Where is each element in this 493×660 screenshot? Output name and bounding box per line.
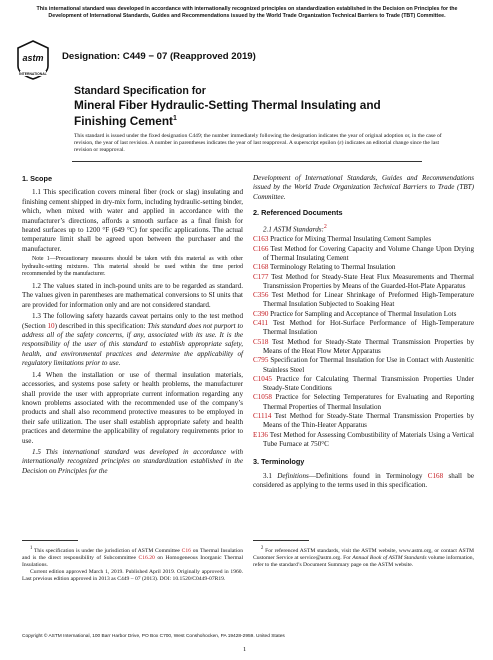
designation: Designation: C449 − 07 (Reapproved 2019): [62, 51, 256, 62]
reference-title: Terminology Relating to Thermal Insulation: [268, 263, 396, 272]
reference-item: [253, 291, 474, 310]
footnote-1-edition: Current edition approved March 1, 2019. Published April 2019. Originally approved in 1960. Last previous edition approved in 2013 as C449 – 07 (2013). DOI: 10.1520/C0449-07R19.: [22, 568, 243, 582]
reference-item: [253, 338, 474, 357]
reference-item: [253, 310, 474, 319]
para-1-2: 1.2 The values stated in inch-pound units are to be regarded as standard. The values given in parentheses are mathematical conversions to SI units that are provided for information only and are not considered standard.: [22, 282, 243, 309]
logo-wordmark: INTERNATIONAL: [19, 72, 47, 76]
reference-title: Test Method for Steady-State Thermal Transmission Properties by Means of the Heat Flow Meter Apparatus: [263, 337, 474, 355]
para-1-5: 1.5 This international standard was developed in accordance with internationally recognized principles on standardization established in the Decision on Principles for the: [22, 447, 243, 475]
para-1-5-continued: Development of International Standards, Guides and Recommendations issued by the World Trade Organization Technical Barriers to Trade (TBT) Committee.: [253, 174, 474, 201]
para-3-1: 3.1 Definitions—Definitions found in Terminology C168 shall be considered as applying to the terms used in this specification.: [253, 471, 475, 490]
footnote-1: $^1$ This specification is under the jurisdiction of ASTM Committee C16 on Thermal Insulation and is the direct responsibility of Subcommittee C16.20 on Homogeneous Inorganic Thermal Insulations. Current edition approved March 1, 2019. Published April 2019. Originally approved in 1960. Last previous edition approved in 2013 as C449 – 07 (2013). DOI: 10.1520/C0449-07R19.: [22, 546, 244, 582]
reference-title: Test Method for Linear Shrinkage of Preformed High-Temperature Thermal Insulation Subjected to Soaking Heat: [263, 291, 474, 309]
astm-standards-intro: 2.1 ASTM Standards:$^2$: [263, 223, 327, 233]
header-divider: [72, 161, 422, 162]
section-10-link[interactable]: 10: [47, 321, 55, 330]
reference-code-link[interactable]: C166: [253, 244, 269, 253]
footnote-2: $^2$ For referenced ASTM standards, visit the ASTM website, www.astm.org, or contact ASTM Customer Service at service@astm.org. For Annual Book of ASTM Standards volume information, refer to the standard’s Document Summary page on the ASTM website.: [253, 546, 474, 568]
reference-title: Practice for Calculating Thermal Transmission Properties Under Steady-State Conditions: [263, 374, 474, 393]
reference-item: [253, 245, 474, 264]
reference-item: [253, 431, 474, 450]
reference-item: [253, 393, 474, 412]
document-title: [74, 84, 434, 128]
reference-item: [253, 263, 474, 272]
title-footnote-mark[interactable]: 1: [172, 115, 177, 122]
standard-issuance-note: This standard is issued under the fixed designation C449; the number immediately following the designation indicates the year of original adoption or, in the case of revision, the year of last revision. A number in parentheses indicates the year of last reapproval. A superscript epsilon (ε) indicates an editorial change since the last revision or reapproval.: [74, 133, 442, 153]
reference-code-link[interactable]: C356: [253, 291, 269, 300]
reference-title: Practice for Sampling and Acceptance of Thermal Insulation Lots: [268, 309, 457, 318]
reference-item: [253, 412, 474, 431]
reference-list: [253, 235, 474, 449]
reference-code-link[interactable]: C1114: [253, 412, 272, 421]
reference-title: Practice for Mixing Thermal Insulating Cement Samples: [268, 235, 432, 244]
reference-code-link[interactable]: C163: [253, 235, 269, 244]
reference-title: Test Method for Assessing Combustibility of Materials Using a Vertical Tube Furnace at 750°C: [263, 430, 474, 448]
footnote-2-mark[interactable]: 2: [323, 223, 327, 230]
c168-link[interactable]: C168: [427, 471, 444, 480]
reference-title: Practice for Selecting Temperatures for Evaluating and Reporting Thermal Properties of Thermal Insulation: [263, 393, 474, 411]
note-1: Note 1—Precautionary measures should be taken with this material as with other hydraulic-setting mixtures. This material should be used within the time period recommended by the manufacturer.: [22, 256, 243, 278]
c16-link[interactable]: C16: [181, 547, 191, 554]
reference-code-link[interactable]: C390: [253, 309, 269, 318]
para-1-4: 1.4 When the installation or use of thermal insulation materials, accessories, and systems pose safety or health problems, the manufacturer shall provide the user with appropriate current information regarding any known problems associated with the recommended use of the company’s products and shall also recommend protective measures to be employed in their safe utilization. The user shall establish appropriate safety and health practices and determine the applicability of regulatory requirements prior to use.: [22, 370, 243, 445]
page-number: 1: [243, 646, 247, 653]
copyright: Copyright © ASTM International, 100 Barr Harbor Drive, PO Box C700, West Conshohocken, PA 19428-2959. United States: [22, 634, 285, 639]
reference-code-link[interactable]: C411: [253, 319, 269, 328]
reference-title: Test Method for Steady-State Heat Flux Measurements and Thermal Transmission Properties by Means of the Guarded-Hot-Plate Apparatus: [263, 272, 474, 290]
terminology-heading: 3. Terminology: [253, 457, 305, 467]
reference-item: [253, 375, 474, 394]
footnote-divider-left: [22, 540, 78, 541]
reference-item: [253, 356, 474, 375]
referenced-documents-heading: 2. Referenced Documents: [253, 208, 343, 218]
left-column: [22, 174, 243, 478]
reference-code-link[interactable]: C795: [253, 356, 269, 365]
reference-code-link[interactable]: C168: [253, 263, 269, 272]
footnote-divider-right: [253, 540, 309, 541]
title-text: Mineral Fiber Hydraulic-Setting Thermal Insulating and Finishing Cement: [74, 98, 381, 128]
reference-item: [253, 273, 474, 292]
right-column: [253, 174, 474, 492]
tbt-notice: This international standard was developed in accordance with internationally recognized principles on standardization established in the Decision on Principles for the Development of International Standards, Guides and Recommendations issued by the World Trade Organization Technical Barriers to Trade (TBT) Committee.: [36, 6, 458, 19]
title-line-1: Standard Specification for: [74, 85, 206, 97]
title-line-2: [74, 98, 434, 128]
reference-item: [253, 235, 474, 244]
svg-text:astm: astm: [22, 53, 44, 63]
reference-item: [253, 319, 474, 338]
astm-logo-icon: [16, 40, 50, 80]
para-1-1: 1.1 This specification covers mineral fiber (rock or slag) insulating and finishing cement shipped in dry-mix form, including hydraulic-setting binder, which, when mixed with water and applied in accordance with the manufacturer’s directions, affords a smooth surface as a final finish for heated surfaces up to 1200 °F (649 °C) for specific applications. The actual temperature limit shall be agreed upon between the purchaser and the manufacturer.: [22, 188, 243, 253]
reference-code-link[interactable]: C518: [253, 337, 269, 346]
c16-20-link[interactable]: C16.20: [138, 554, 155, 561]
safety-caveat: This standard does not purport to address all of the safety concerns, if any, associated with its use. It is the responsibility of the user of this standard to establish appropriate safety, health, and environmental practices and determine the applicability of regulatory limitations prior to use.: [22, 321, 243, 368]
reference-code-link[interactable]: E136: [253, 430, 268, 439]
reference-title: Test Method for Hot-Surface Performance of High-Temperature Thermal Insulation: [263, 319, 474, 337]
reference-code-link[interactable]: C1045: [253, 374, 272, 383]
reference-title: Specification for Thermal Insulation for Use in Contact with Austenitic Stainless Steel: [263, 356, 474, 374]
reference-code-link[interactable]: C177: [253, 272, 269, 281]
scope-heading: 1. Scope: [22, 174, 53, 183]
para-1-3: 1.3 The following safety hazards caveat pertains only to the test method (Section 10) described in this specification: This standard does not purport to address all of the safety concerns, if any, associated with its use. It is the responsibility of the user of this standard to establish appropriate safety, health, and environmental practices and determine the applicability of regulatory limitations prior to use.: [22, 312, 243, 368]
reference-code-link[interactable]: C1058: [253, 393, 272, 402]
reference-title: Test Method for Steady-State Thermal Transmission Properties by Means of the Thin-Heater Apparatus: [263, 412, 474, 430]
reference-title: Test Method for Covering Capacity and Volume Change Upon Drying of Thermal Insulating Cement: [263, 244, 474, 262]
